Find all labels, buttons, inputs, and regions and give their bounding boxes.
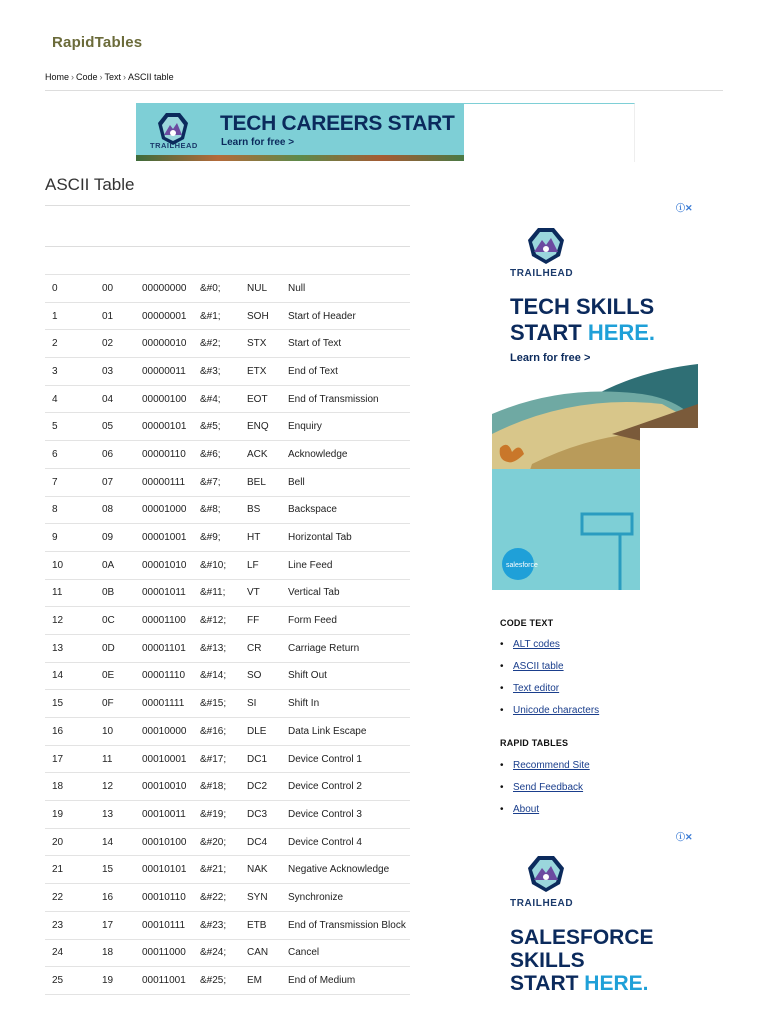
cell-description: Device Control 3 — [288, 801, 410, 829]
cell-hex: 04 — [102, 385, 142, 413]
cell-binary: 00010010 — [142, 773, 200, 801]
list-item — [500, 777, 590, 799]
cell-html-entity: &#20; — [200, 828, 247, 856]
side-ad-headline — [510, 294, 655, 346]
cell-decimal: 11 — [45, 579, 102, 607]
cell-decimal: 19 — [45, 801, 102, 829]
cell-html-entity: &#4; — [200, 385, 247, 413]
cell-symbol: EM — [247, 967, 288, 995]
cell-hex: 0B — [102, 579, 142, 607]
cell-description: Device Control 4 — [288, 828, 410, 856]
cell-hex: 07 — [102, 468, 142, 496]
cell-html-entity: &#14; — [200, 662, 247, 690]
cell-description: Device Control 2 — [288, 773, 410, 801]
cell-html-entity: &#3; — [200, 358, 247, 386]
table-row — [45, 330, 410, 358]
list-item — [500, 755, 590, 777]
table-row — [45, 718, 410, 746]
rapid-tables-heading: RAPID TABLES — [500, 738, 569, 748]
breadcrumb-home[interactable]: Home — [45, 72, 70, 82]
side-ad[interactable] — [492, 218, 698, 590]
cell-hex: 01 — [102, 302, 142, 330]
cell-html-entity: &#16; — [200, 718, 247, 746]
cell-decimal: 0 — [45, 275, 102, 303]
cell-symbol: SI — [247, 690, 288, 718]
cell-symbol: CAN — [247, 939, 288, 967]
side-ad-headline-highlight: HERE. — [587, 320, 656, 345]
cell-binary: 00010101 — [142, 856, 200, 884]
table-row — [45, 551, 410, 579]
banner-ad[interactable] — [136, 103, 464, 161]
cell-binary: 00000000 — [142, 275, 200, 303]
cell-binary: 00000100 — [142, 385, 200, 413]
cell-html-entity: &#12; — [200, 607, 247, 635]
cell-hex: 14 — [102, 828, 142, 856]
table-row — [45, 745, 410, 773]
table-row — [45, 939, 410, 967]
cell-symbol: CR — [247, 634, 288, 662]
breadcrumb — [45, 72, 174, 82]
cell-decimal: 20 — [45, 828, 102, 856]
table-row — [45, 413, 410, 441]
cell-description: Carriage Return — [288, 634, 410, 662]
cell-hex: 18 — [102, 939, 142, 967]
cell-binary: 00001000 — [142, 496, 200, 524]
cell-hex: 0C — [102, 607, 142, 635]
cell-binary: 00001111 — [142, 690, 200, 718]
cell-description: Acknowledge — [288, 441, 410, 469]
cell-decimal: 17 — [45, 745, 102, 773]
side-ad-headline-line1: TECH SKILLS — [510, 294, 655, 319]
cell-decimal: 4 — [45, 385, 102, 413]
cell-html-entity: &#5; — [200, 413, 247, 441]
code-text-list — [500, 634, 599, 722]
breadcrumb-separator: › — [123, 72, 127, 82]
cell-hex: 0D — [102, 634, 142, 662]
cell-hex: 02 — [102, 330, 142, 358]
cell-decimal: 16 — [45, 718, 102, 746]
cell-description: End of Transmission — [288, 385, 410, 413]
cell-symbol: EOT — [247, 385, 288, 413]
cell-description: Start of Text — [288, 330, 410, 358]
table-row — [45, 773, 410, 801]
banner-headline: TECH CAREERS START — [220, 112, 455, 135]
cell-decimal: 15 — [45, 690, 102, 718]
cell-binary: 00000101 — [142, 413, 200, 441]
cell-hex: 00 — [102, 275, 142, 303]
breadcrumb-ascii-table[interactable]: ASCII table — [128, 72, 174, 82]
ascii-table — [45, 274, 410, 995]
cell-description: End of Transmission Block — [288, 911, 410, 939]
cell-hex: 13 — [102, 801, 142, 829]
cell-hex: 0E — [102, 662, 142, 690]
cell-description: Shift Out — [288, 662, 410, 690]
cell-html-entity: &#22; — [200, 884, 247, 912]
banner-frame — [464, 103, 635, 162]
trailhead-badge-icon — [522, 226, 570, 268]
cell-description: Cancel — [288, 939, 410, 967]
cell-decimal: 12 — [45, 607, 102, 635]
bottom-ad-line3: START — [510, 972, 585, 995]
table-row — [45, 801, 410, 829]
cell-description: Device Control 1 — [288, 745, 410, 773]
cell-html-entity: &#15; — [200, 690, 247, 718]
cell-html-entity: &#25; — [200, 967, 247, 995]
cell-symbol: SOH — [247, 302, 288, 330]
cell-symbol: NAK — [247, 856, 288, 884]
table-row — [45, 911, 410, 939]
trailhead-badge-icon — [522, 854, 570, 896]
cell-binary: 00010001 — [142, 745, 200, 773]
cell-decimal: 6 — [45, 441, 102, 469]
cell-binary: 00010110 — [142, 884, 200, 912]
banner-foliage — [136, 155, 464, 161]
cell-symbol: LF — [247, 551, 288, 579]
cell-decimal: 18 — [45, 773, 102, 801]
cell-decimal: 3 — [45, 358, 102, 386]
cell-hex: 16 — [102, 884, 142, 912]
cell-hex: 08 — [102, 496, 142, 524]
cell-binary: 00011000 — [142, 939, 200, 967]
cell-html-entity: &#18; — [200, 773, 247, 801]
side-ad-illustration — [492, 364, 698, 590]
cell-binary: 00000011 — [142, 358, 200, 386]
cell-html-entity: &#0; — [200, 275, 247, 303]
code-text-heading: CODE TEXT — [500, 618, 554, 628]
cell-symbol: DC3 — [247, 801, 288, 829]
cell-symbol: VT — [247, 579, 288, 607]
cell-decimal: 13 — [45, 634, 102, 662]
bottom-ad-line1: SALESFORCE — [510, 926, 654, 949]
cell-decimal: 24 — [45, 939, 102, 967]
table-row — [45, 302, 410, 330]
cell-description: Backspace — [288, 496, 410, 524]
cell-symbol: DC2 — [247, 773, 288, 801]
link-ascii-table[interactable]: ASCII table — [513, 661, 564, 672]
cell-symbol: BEL — [247, 468, 288, 496]
cell-description: Synchronize — [288, 884, 410, 912]
list-item — [500, 656, 599, 678]
cell-hex: 0A — [102, 551, 142, 579]
table-row — [45, 579, 410, 607]
banner-learn-link[interactable]: Learn for free > — [221, 137, 295, 148]
cell-html-entity: &#19; — [200, 801, 247, 829]
cell-html-entity: &#11; — [200, 579, 247, 607]
cell-symbol: ETB — [247, 911, 288, 939]
link-about[interactable]: About — [513, 804, 540, 815]
cell-decimal: 8 — [45, 496, 102, 524]
bottom-ad-headline — [510, 926, 654, 995]
list-item — [500, 634, 599, 656]
cell-decimal: 22 — [45, 884, 102, 912]
cell-html-entity: &#9; — [200, 524, 247, 552]
table-row — [45, 275, 410, 303]
header-divider — [45, 90, 723, 91]
cell-symbol: DC4 — [247, 828, 288, 856]
cell-hex: 09 — [102, 524, 142, 552]
cell-html-entity: &#1; — [200, 302, 247, 330]
bottom-ad-line2: SKILLS — [510, 949, 585, 972]
table-row — [45, 441, 410, 469]
bottom-ad-highlight: HERE. — [584, 972, 649, 995]
breadcrumb-separator: › — [71, 72, 75, 82]
cell-description: Negative Acknowledge — [288, 856, 410, 884]
table-row — [45, 496, 410, 524]
cell-hex: 05 — [102, 413, 142, 441]
table-row — [45, 468, 410, 496]
link-alt-codes[interactable]: ALT codes — [513, 639, 560, 650]
cell-html-entity: &#8; — [200, 496, 247, 524]
breadcrumb-separator: › — [99, 72, 103, 82]
cell-decimal: 23 — [45, 911, 102, 939]
cell-symbol: STX — [247, 330, 288, 358]
list-item — [500, 799, 590, 821]
cell-description: Vertical Tab — [288, 579, 410, 607]
cell-description: Null — [288, 275, 410, 303]
table-row — [45, 385, 410, 413]
cell-symbol: ACK — [247, 441, 288, 469]
cell-binary: 00010000 — [142, 718, 200, 746]
cell-description: Line Feed — [288, 551, 410, 579]
page-title: ASCII Table — [45, 175, 135, 194]
cell-hex: 03 — [102, 358, 142, 386]
cell-html-entity: &#17; — [200, 745, 247, 773]
cell-decimal: 25 — [45, 967, 102, 995]
cell-binary: 00001101 — [142, 634, 200, 662]
cell-decimal: 10 — [45, 551, 102, 579]
title-divider — [45, 205, 410, 206]
cell-binary: 00001010 — [142, 551, 200, 579]
cell-decimal: 21 — [45, 856, 102, 884]
cell-html-entity: &#6; — [200, 441, 247, 469]
rapid-tables-list — [500, 755, 590, 821]
cell-symbol: ETX — [247, 358, 288, 386]
table-row — [45, 662, 410, 690]
table-row — [45, 828, 410, 856]
cell-hex: 0F — [102, 690, 142, 718]
cell-binary: 00011001 — [142, 967, 200, 995]
list-item — [500, 700, 599, 722]
breadcrumb-code[interactable]: Code — [76, 72, 98, 82]
cell-description: Data Link Escape — [288, 718, 410, 746]
cell-binary: 00000111 — [142, 468, 200, 496]
cell-html-entity: &#21; — [200, 856, 247, 884]
table-row — [45, 856, 410, 884]
cell-html-entity: &#23; — [200, 911, 247, 939]
table-row — [45, 524, 410, 552]
cell-symbol: HT — [247, 524, 288, 552]
cell-decimal: 7 — [45, 468, 102, 496]
cell-symbol: BS — [247, 496, 288, 524]
cell-hex: 06 — [102, 441, 142, 469]
table-row — [45, 967, 410, 995]
table-row — [45, 358, 410, 386]
table-row — [45, 884, 410, 912]
table-row — [45, 607, 410, 635]
cell-binary: 00001110 — [142, 662, 200, 690]
cell-binary: 00010111 — [142, 911, 200, 939]
side-ad-learn-link[interactable]: Learn for free > — [510, 352, 591, 364]
link-text-editor[interactable]: Text editor — [513, 683, 560, 694]
cell-hex: 11 — [102, 745, 142, 773]
cell-description: Enquiry — [288, 413, 410, 441]
cell-decimal: 14 — [45, 662, 102, 690]
cell-description: Form Feed — [288, 607, 410, 635]
cell-html-entity: &#10; — [200, 551, 247, 579]
link-unicode-characters[interactable]: Unicode characters — [513, 705, 600, 716]
bottom-ad-brand: TRAILHEAD — [510, 898, 574, 909]
list-item — [500, 678, 599, 700]
cell-hex: 17 — [102, 911, 142, 939]
cell-binary: 00000010 — [142, 330, 200, 358]
cell-description: Horizontal Tab — [288, 524, 410, 552]
cell-symbol: ENQ — [247, 413, 288, 441]
cell-html-entity: &#2; — [200, 330, 247, 358]
table-row — [45, 634, 410, 662]
cell-binary: 00001001 — [142, 524, 200, 552]
cell-description: End of Medium — [288, 967, 410, 995]
cell-hex: 12 — [102, 773, 142, 801]
cell-binary: 00010011 — [142, 801, 200, 829]
cell-binary: 00001011 — [142, 579, 200, 607]
cell-html-entity: &#24; — [200, 939, 247, 967]
cell-hex: 19 — [102, 967, 142, 995]
link-recommend-site[interactable]: Recommend Site — [513, 760, 590, 771]
side-ad-brand: TRAILHEAD — [510, 268, 574, 279]
cell-binary: 00010100 — [142, 828, 200, 856]
table-row — [45, 690, 410, 718]
salesforce-logo: salesforce — [506, 562, 538, 569]
table-header-divider — [45, 246, 410, 247]
cell-binary: 00001100 — [142, 607, 200, 635]
side-ad-headline-line2: START — [510, 320, 588, 345]
cell-description: End of Text — [288, 358, 410, 386]
ad-choices-icon[interactable]: ⓘ✕ — [676, 203, 693, 213]
link-send-feedback[interactable]: Send Feedback — [513, 782, 584, 793]
cell-symbol: DC1 — [247, 745, 288, 773]
ad-choices-icon[interactable]: ⓘ✕ — [676, 832, 693, 842]
cell-binary: 00000001 — [142, 302, 200, 330]
cell-hex: 15 — [102, 856, 142, 884]
bottom-ad[interactable] — [492, 842, 698, 1002]
cell-symbol: SYN — [247, 884, 288, 912]
cell-html-entity: &#7; — [200, 468, 247, 496]
cell-description: Bell — [288, 468, 410, 496]
cell-decimal: 9 — [45, 524, 102, 552]
cell-html-entity: &#13; — [200, 634, 247, 662]
cell-description: Start of Header — [288, 302, 410, 330]
site-logo[interactable]: RapidTables — [52, 34, 143, 51]
cell-decimal: 1 — [45, 302, 102, 330]
breadcrumb-text[interactable]: Text — [104, 72, 122, 82]
cell-hex: 10 — [102, 718, 142, 746]
cell-description: Shift In — [288, 690, 410, 718]
cell-decimal: 5 — [45, 413, 102, 441]
cell-symbol: FF — [247, 607, 288, 635]
cell-symbol: NUL — [247, 275, 288, 303]
cell-decimal: 2 — [45, 330, 102, 358]
cell-symbol: SO — [247, 662, 288, 690]
cell-symbol: DLE — [247, 718, 288, 746]
cell-binary: 00000110 — [142, 441, 200, 469]
banner-brand: TRAILHEAD — [150, 141, 198, 150]
